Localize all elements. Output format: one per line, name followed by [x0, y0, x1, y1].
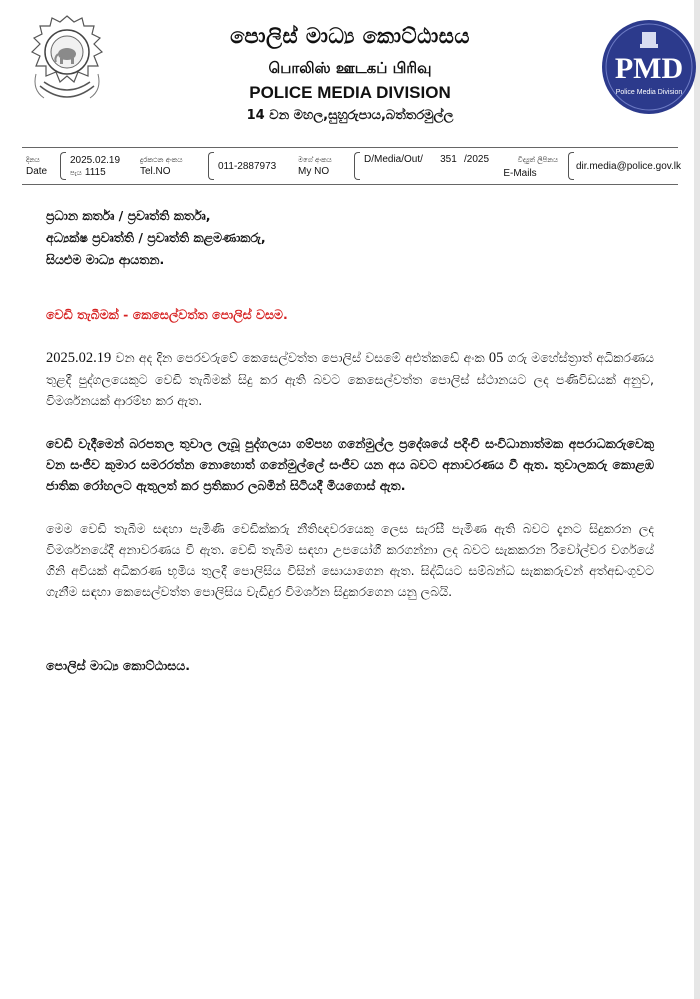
letterhead	[0, 0, 700, 140]
email-label-si: විද්‍යුත් ලිපිනය	[517, 156, 558, 164]
my-no-value: D/Media/Out/	[364, 154, 423, 165]
reference-bar	[22, 147, 682, 185]
tel-label-en: Tel.NO	[140, 166, 171, 177]
date-label-si: දිනය	[26, 156, 40, 164]
police-emblem-icon	[22, 12, 112, 110]
pmd-logo-icon	[600, 18, 698, 116]
my-no-number: 351	[440, 154, 457, 165]
subject-line: වෙඩි තැබීමක් - කෙසෙල්වත්ත පොලිස් වසම.	[46, 307, 288, 322]
paragraph-2: වෙඩි වැදීමෙන් බරපතල තුවාල ලැබූ පුද්ගලයා ගම්පහ ගනේමුල්ල ප්‍රදේශයේ පදිංචි සංවිධානාත්මක අපරාධකරුවෙකු වන සංජීව කුමාර සමරරත්න නොහොත් ගනේමුල්ලේ සංජීව යන අය බවට අනාවරණය වී ඇත. තුවාලකරු කොළඹ ජාතික රෝහලට ඇතුලත් කර ප්‍රතිකාර ලබමින් සිටියදී මියගොස් ඇත.	[46, 436, 654, 493]
email-value: dir.media@police.gov.lk	[576, 161, 682, 172]
title-tamil: பொலிஸ் ஊடகப் பிரிவு	[268, 59, 432, 77]
title-english: POLICE MEDIA DIVISION	[249, 83, 451, 102]
paragraph-3: මෙම වෙඩි තැබීම සඳහා පැමිණි වෙඩික්කරු නීතිඥවරයෙකු ලෙස සැරසී පැමිණ ඇති බවට දැනට සිදුකරන ලද විමර්ශනයේදී අනාවරණය වී ඇත. වෙඩි තැබීම සඳහා උපයෝගී කරගන්නා ලද බවට සැකකරන රිවෝල්වර වර්ගයේ ගිනි අවියක් අධිකරණ භූමිය තුලදී පොලිසිය විසින් සොයාගෙන ඇත. සිද්ධියට සම්බන්ධ සැකකරුවන් අත්අඩංගුවට ගැනීම සඳහා කෙසෙල්වත්ත පොලිසිය වැඩිදුර විමර්ශන සිදුකරගෙන යනු ලබයි.	[46, 521, 654, 599]
tel-label-si: දුරකථන අංකය	[140, 156, 183, 164]
addressee-line: ප්‍රධාන කර්තෘ / ප්‍රවෘත්ති කර්තෘ,	[46, 208, 211, 223]
pmd-logo-text: PMD	[614, 52, 684, 85]
date-value: 2025.02.19	[70, 155, 121, 166]
paragraph-1: 2025.02.19 වන අද දින පෙරවරුවේ කෙසෙල්වත්ත පොලිස් වසමේ අළුත්කඩේ අංක 05 ගරු මහේස්ත්‍රාත් අධිකරණය තුළදී පුද්ගලයෙකුට වෙඩි තැබීමක් සිදු කර ඇති බවට කෙසෙල්වත්ත පොලිස් ස්ථානයට ලද පණිවිඩයක් අනුව, විමර්ශනයක් ආරම්භ කර ඇත.	[46, 350, 655, 408]
page-edge	[694, 0, 700, 999]
time-value: 1115	[84, 167, 106, 178]
my-no-year: /2025	[463, 154, 490, 165]
addressee-line: අධ්‍යක්ෂ ප්‍රවෘත්ති / ප්‍රවෘත්ති කළමණාකරු,	[46, 230, 266, 245]
addressee-block	[46, 205, 654, 271]
court-number: 05	[488, 350, 504, 366]
title-sinhala: පොලිස් මාධ්‍ය කොට්ඨාසය	[230, 24, 470, 48]
my-no-label-en: My NO	[298, 166, 330, 177]
title-block	[150, 22, 550, 125]
email-label-en: E-Mails	[503, 168, 537, 179]
date-label-en: Date	[26, 166, 48, 177]
office-address: 14 වන මහල,සුහුරුපාය,බත්තරමුල්ල	[246, 108, 454, 123]
my-no-label-si: මගේ අංකය	[298, 156, 332, 164]
pmd-logo-caption: Police Media Division	[615, 89, 683, 96]
addressee-line: සියළුම මාධ්‍ය ආයතන.	[46, 252, 165, 267]
time-label-si: පැය	[70, 169, 82, 177]
incident-date: 2025.02.19	[46, 350, 112, 366]
tel-value: 011-2887973	[218, 161, 277, 172]
letter-body	[46, 205, 654, 674]
signature: පොලිස් මාධ්‍ය කොට්ඨාසය.	[46, 658, 190, 673]
